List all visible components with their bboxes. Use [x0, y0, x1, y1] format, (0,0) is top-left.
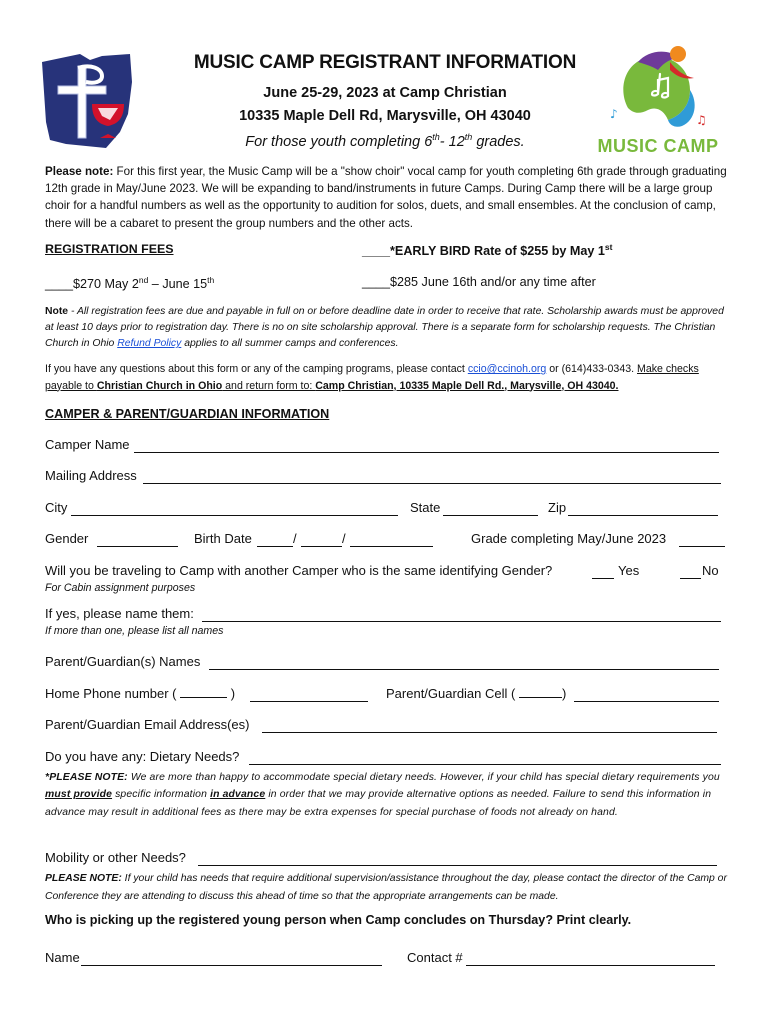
birth-month-field[interactable]: [257, 546, 293, 547]
state-label: State: [410, 500, 441, 515]
fee-note: Note - All registration fees are due and payable in full on or before deadline date in order to receive that rate. Scholarship awards must be approved at least 10 days prior to registration day. There is no on site scholarship approval. There is a separate form for scholarship requests. The Christian Church in Ohio Refund Policy applies to all summer camps and conferences.: [45, 306, 724, 349]
event-dates: June 25-29, 2023 at Camp Christian: [263, 85, 507, 101]
mobility-needs-field[interactable]: [198, 865, 717, 866]
parent-cell-field[interactable]: [574, 701, 719, 702]
contact-paragraph: If you have any questions about this form or any of the camping programs, please contact ccio@ccinoh.org or (614)433-0343. Make checks payable to Christian Church in Ohio and return form to: Camp Christian, 10335 Maple Dell Rd., Marysville, OH 43040.: [45, 363, 699, 392]
birth-date-label: Birth Date: [194, 531, 252, 546]
mailing-address-field[interactable]: [143, 483, 721, 484]
birth-date-slash-1: /: [293, 531, 297, 546]
pickup-name-label: Name: [45, 950, 80, 965]
home-phone-area-field[interactable]: [180, 686, 227, 698]
grade-range: For those youth completing 6th- 12th grades.: [245, 132, 525, 150]
registration-fees-heading: REGISTRATION FEES: [45, 242, 174, 256]
email-link[interactable]: ccio@ccinoh.org: [467, 363, 547, 375]
traveling-no-label: No: [702, 563, 719, 578]
pickup-contact-label: Contact #: [407, 950, 463, 965]
cabin-note: For Cabin assignment purposes: [45, 582, 196, 594]
home-phone-label: Home Phone number ( ): [45, 686, 236, 701]
traveling-question: Will you be traveling to Camp with another Camper who is the same identifying Gender?: [45, 563, 553, 578]
birth-year-field[interactable]: [350, 546, 433, 547]
birth-date-slash-2: /: [342, 531, 346, 546]
city-label: City: [45, 500, 68, 515]
late-rate: ____$285 June 16th and/or any time after: [362, 275, 596, 289]
mobility-note: PLEASE NOTE: If your child has needs that require additional supervision/assistance throughout the day, please contact the director of the Camp or Conference they are attending to discuss this ahead of time so that the appropriate arrangements can be made.: [45, 873, 727, 902]
pickup-name-field[interactable]: [81, 965, 382, 966]
mobility-needs-label: Mobility or other Needs?: [45, 850, 186, 865]
parent-email-field[interactable]: [262, 732, 717, 733]
traveling-yes-field[interactable]: [592, 578, 614, 579]
camper-name-label: Camper Name: [45, 437, 130, 452]
zip-field[interactable]: [568, 515, 718, 516]
gender-label: Gender: [45, 531, 89, 546]
state-field[interactable]: [443, 515, 538, 516]
zip-label: Zip: [548, 500, 567, 515]
svg-text:♫: ♫: [696, 113, 707, 127]
camper-name-field[interactable]: [134, 452, 719, 453]
intro-paragraph: Please note: For this first year, the Music Camp will be a "show choir" vocal camp for youth completing 6th grade through graduating 12th grade in May/June 2023. We will be expanding to band/instruments in future Camps. During Camp there will be a large group choir for a handful numbers as well as the opportunity to audition for solos, duets, and small ensembles. At the conclusion of camp, there will be a cabaret to present the group numbers and the other acts.: [45, 165, 727, 230]
pickup-question: Who is picking up the registered young person when Camp concludes on Thursday? Print clearly.: [45, 913, 632, 927]
svg-text:♪: ♪: [610, 107, 618, 121]
parent-cell-area-field[interactable]: [519, 686, 562, 698]
early-bird-rate: ____*EARLY BIRD Rate of $255 by May 1st: [362, 242, 613, 259]
page-title: MUSIC CAMP REGISTRANT INFORMATION: [193, 52, 577, 73]
refund-policy-link[interactable]: Refund Policy: [117, 338, 182, 349]
gender-field[interactable]: [97, 546, 178, 547]
parent-names-field[interactable]: [209, 669, 719, 670]
parent-email-label: Parent/Guardian Email Address(es): [45, 717, 250, 732]
dietary-needs-field[interactable]: [249, 764, 721, 765]
home-phone-field[interactable]: [250, 701, 368, 702]
traveling-yes-label: Yes: [618, 563, 640, 578]
dietary-note: *PLEASE NOTE: We are more than happy to accommodate special dietary needs. However, if your child has special dietary requirements you must provide specific information in advance in order that we may provide alternative options as needed. Failure to send this information in advance may result in additional fees as there may be extra expenses for special purchase of foods not already on hand.: [45, 772, 720, 818]
dietary-needs-label: Do you have any: Dietary Needs?: [45, 749, 240, 764]
if-yes-field[interactable]: [202, 621, 721, 622]
birth-day-field[interactable]: [301, 546, 342, 547]
camper-parent-heading: CAMPER & PARENT/GUARDIAN INFORMATION: [45, 407, 330, 421]
grade-completing-field[interactable]: [679, 546, 725, 547]
parent-cell-label: Parent/Guardian Cell ( ): [386, 686, 567, 701]
event-address: 10335 Maple Dell Rd, Marysville, OH 43040: [239, 108, 531, 124]
city-field[interactable]: [71, 515, 398, 516]
grade-completing-label: Grade completing May/June 2023: [471, 531, 667, 546]
mailing-address-label: Mailing Address: [45, 468, 137, 483]
parent-names-label: Parent/Guardian(s) Names: [45, 654, 201, 669]
traveling-no-field[interactable]: [680, 578, 701, 579]
if-more-note: If more than one, please list all names: [45, 625, 224, 637]
logo-text: MUSIC CAMP: [598, 136, 718, 156]
pickup-contact-field[interactable]: [466, 965, 715, 966]
regular-rate: ____$270 May 2nd – June 15th: [45, 275, 215, 292]
if-yes-label: If yes, please name them:: [45, 606, 194, 621]
